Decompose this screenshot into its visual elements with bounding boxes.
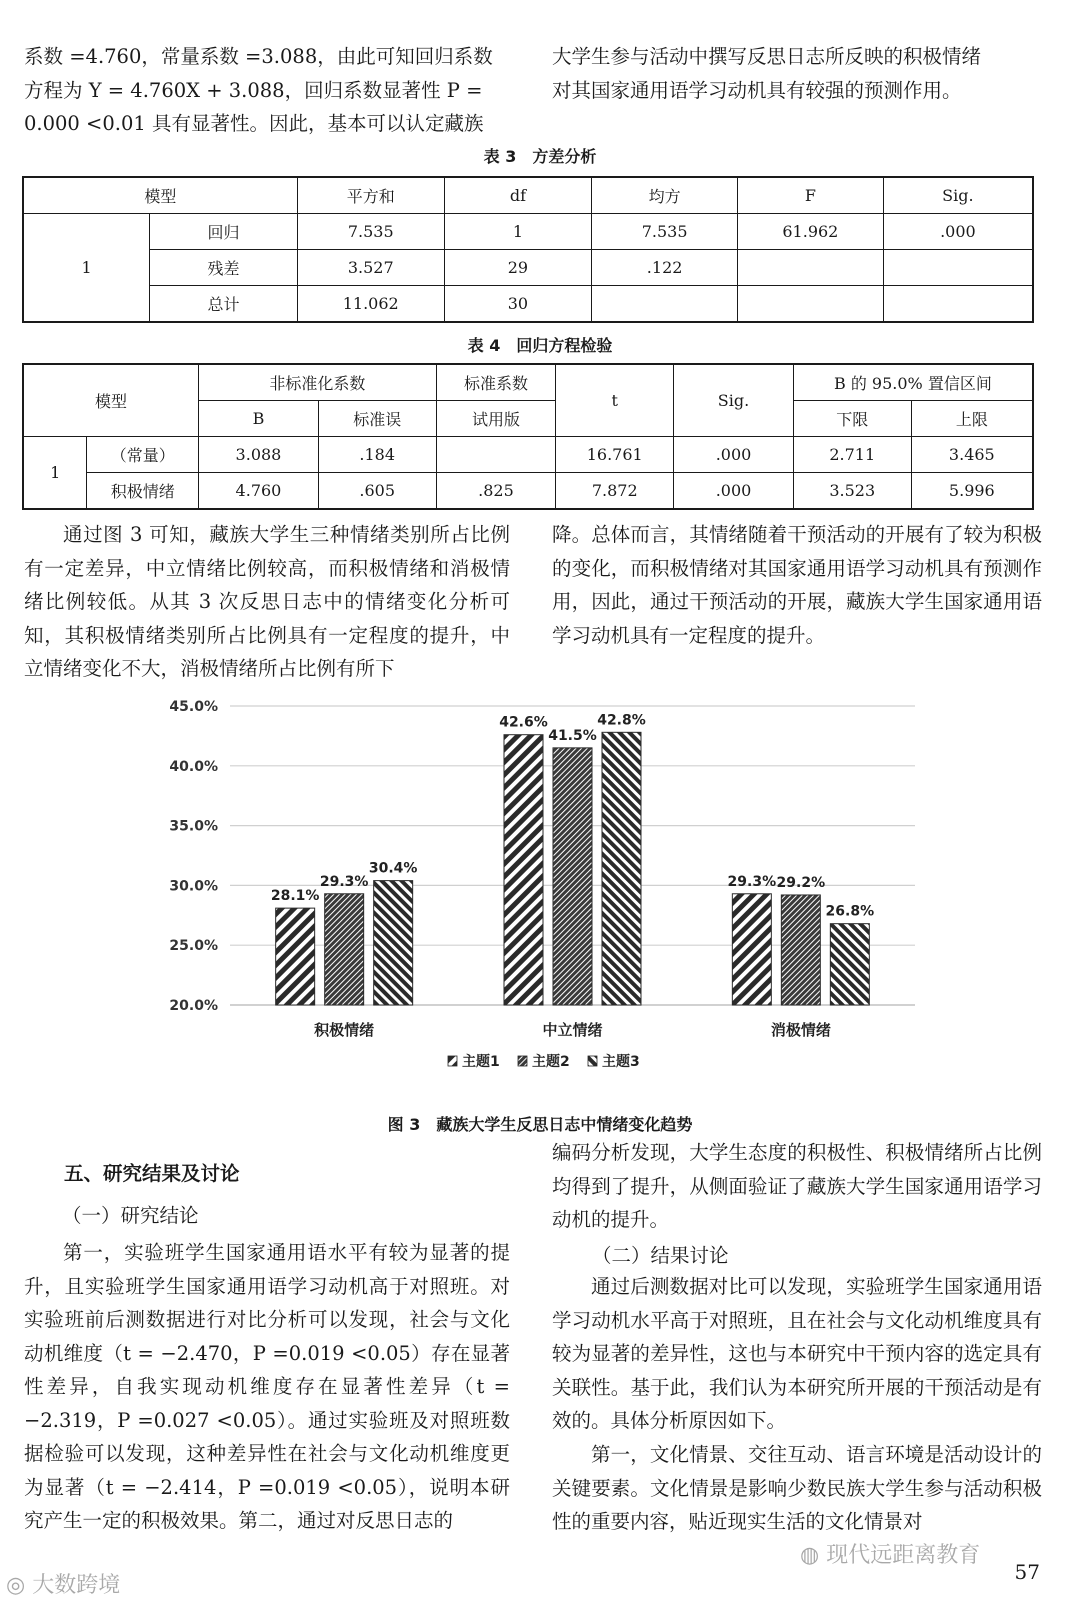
table-cell: 4.760 <box>199 473 319 510</box>
bar-主题3-消极情绪 <box>830 924 869 1005</box>
table-cell: 3.523 <box>793 473 911 510</box>
bar-主题1-消极情绪 <box>732 894 771 1005</box>
table-header-cell: 平方和 <box>297 177 444 214</box>
bar-value-label: 28.1% <box>270 888 320 905</box>
table-row <box>23 214 1033 250</box>
bar-value-label: 42.8% <box>597 712 646 729</box>
text-line: 系数 =4.760，常量系数 =3.088，由此可知回归系数 <box>24 45 493 68</box>
legend-swatch <box>448 1056 457 1066</box>
legend-label: 主题1 <box>462 1054 500 1070</box>
table-cell: .000 <box>883 214 1033 250</box>
table-cell: 29 <box>444 250 592 286</box>
table-row <box>23 250 1033 286</box>
table-header-cell: 非标准化系数 <box>199 364 437 401</box>
table-header-cell: 模型 <box>23 364 199 437</box>
text-line: 方程为 Y = 4.760X + 3.088，回归系数显著性 P = <box>24 78 483 102</box>
text-line: 大学生参与活动中撰写反思日志所反映的积极情绪 <box>552 45 982 68</box>
top-right-text <box>552 40 1042 107</box>
bar-value-label: 29.3% <box>727 873 777 890</box>
legend-label: 主题2 <box>532 1054 570 1070</box>
table-cell <box>883 286 1033 323</box>
table-header-cell: 均方 <box>592 177 738 214</box>
bar-主题3-中立情绪 <box>602 732 641 1005</box>
figure3-bar-chart <box>0 690 1080 1090</box>
bar-主题2-中立情绪 <box>553 748 592 1005</box>
table-cell: 16.761 <box>556 437 674 473</box>
table-cell: 残差 <box>150 250 298 286</box>
table-cell <box>883 250 1033 286</box>
bar-value-label: 41.5% <box>548 727 597 744</box>
table-cell <box>737 286 883 323</box>
section5-left-paragraph: 第一，实验班学生国家通用语水平有较为显著的提升，且实验班学生国家通用语学习动机高于对照班。对实验班前后测数据进行对比分析可以发现，社会与文化动机维度（t = −2.470，P =0.019 <0.05）存在显著性差异，自我实现动机维度存在显著性差异（t = −2.319，P =0.027 <0.05）。通过实验班及对照班数据检验可以发现，这种差异性在社会与文化动机维度更为显著（t = −2.414，P =0.019 <0.05），说明本研究产生一定的积极效果。第二，通过对反思日志的 <box>24 1241 510 1532</box>
table-cell: .122 <box>592 250 738 286</box>
table-cell: 7.535 <box>297 214 444 250</box>
table-cell: .184 <box>318 437 436 473</box>
table3-caption: 表 3 方差分析 <box>483 147 597 166</box>
table-cell: 1 <box>23 214 150 323</box>
table-cell: 1 <box>444 214 592 250</box>
table-header-cell: 下限 <box>793 401 911 437</box>
table-header-cell: 标准误 <box>318 401 436 437</box>
table4-caption: 表 4 回归方程检验 <box>467 336 613 355</box>
table-cell: 7.872 <box>556 473 674 510</box>
table-row <box>23 437 1033 473</box>
watermark-right <box>800 1538 980 1569</box>
table-cell: 7.535 <box>592 214 738 250</box>
bar-value-label: 30.4% <box>368 860 418 877</box>
table-cell: 30 <box>444 286 592 323</box>
section5-right-paragraph: 第一，文化情景、交往互动、语言环境是活动设计的关键要素。文化情景是影响少数民族大学生参与活动积极性的重要内容，贴近现实生活的文化情景对 <box>552 1443 1042 1533</box>
table-cell: .000 <box>674 437 794 473</box>
top-left-text <box>24 40 510 141</box>
watermark-text: 现代远距离教育 <box>826 1543 981 1568</box>
table3-anova <box>22 176 1034 323</box>
y-tick-label: 30.0% <box>169 878 218 895</box>
bar-主题1-中立情绪 <box>504 735 543 1005</box>
bar-主题2-消极情绪 <box>781 895 820 1005</box>
legend-swatch <box>518 1056 527 1066</box>
table-cell: 2.711 <box>793 437 911 473</box>
table-cell <box>592 286 738 323</box>
table-cell: 3.088 <box>199 437 319 473</box>
mid-left-paragraph: 通过图 3 可知，藏族大学生三种情绪类别所占比例有一定差异，中立情绪比例较高，而积极情绪和消极情绪比例较低。从其 3 次反思日志中的情绪变化分析可知，其积极情绪类别所占比例具有一定程度的提升，中立情绪变化不大，消极情绪所占比例有所下 <box>24 523 510 680</box>
table-row <box>23 473 1033 510</box>
table-cell: .605 <box>318 473 436 510</box>
table-header-cell: t <box>556 364 674 437</box>
bar-value-label: 29.2% <box>776 874 826 891</box>
table-header-cell: Sig. <box>674 364 794 437</box>
table-cell: 11.062 <box>297 286 444 323</box>
legend-swatch <box>588 1056 597 1066</box>
bar-主题2-积极情绪 <box>325 894 364 1005</box>
table-header-cell: Sig. <box>883 177 1033 214</box>
y-tick-label: 25.0% <box>169 938 218 955</box>
section5-right-paragraph: 编码分析发现，大学生态度的积极性、积极情绪所占比例均得到了提升，从侧面验证了藏族大学生国家通用语学习动机的提升。 <box>552 1141 1042 1231</box>
table-cell: 回归 <box>150 214 298 250</box>
watermark-text: 大数跨境 <box>32 1573 121 1598</box>
table-header-cell: F <box>737 177 883 214</box>
table-header-cell: df <box>444 177 592 214</box>
table-cell <box>737 250 883 286</box>
section5-right-paragraph: 通过后测数据对比可以发现，实验班学生国家通用语学习动机水平高于对照班，且在社会与文化动机维度具有较为显著的差异性，这也与本研究中干预内容的选定具有关联性。基于此，我们认为本研究所开展的干预活动是有效的。具体分析原因如下。 <box>552 1275 1042 1432</box>
y-tick-label: 20.0% <box>169 998 218 1014</box>
table-cell: 61.962 <box>737 214 883 250</box>
table-header-cell: 标准系数 <box>436 364 556 401</box>
table-header-row <box>23 177 1033 214</box>
brand-logo-icon: ◎ <box>6 1573 33 1598</box>
bar-value-label: 29.3% <box>319 873 369 890</box>
table-cell: 1 <box>23 437 87 510</box>
bar-主题1-积极情绪 <box>276 908 315 1005</box>
figure3-caption: 图 3 藏族大学生反思日志中情绪变化趋势 <box>387 1115 693 1134</box>
table-header-cell: 上限 <box>911 401 1033 437</box>
table-cell: 3.527 <box>297 250 444 286</box>
table-cell: 5.996 <box>911 473 1033 510</box>
bar-value-label: 42.6% <box>499 714 548 731</box>
table-cell: 总计 <box>150 286 298 323</box>
mid-right-paragraph: 降。总体而言，其情绪随着干预活动的开展有了较为积极的变化，而积极情绪对其国家通用语学习动机具有预测作用，因此，通过干预活动的开展，藏族大学生国家通用语学习动机具有一定程度的提升。 <box>552 523 1042 647</box>
watermark-left <box>6 1568 120 1599</box>
table-cell: 积极情绪 <box>87 473 199 510</box>
x-category-label: 积极情绪 <box>314 1021 375 1039</box>
text-line: 0.000 <0.01 具有显著性。因此，基本可以认定藏族 <box>24 112 484 135</box>
x-category-label: 消极情绪 <box>770 1021 831 1039</box>
subsection-heading: （二）结果讨论 <box>592 1244 729 1267</box>
page-number: 57 <box>1014 1560 1040 1584</box>
table-cell: 3.465 <box>911 437 1033 473</box>
table-cell: .825 <box>436 473 556 510</box>
table-header-cell: 试用版 <box>436 401 556 437</box>
y-tick-label: 45.0% <box>169 699 218 715</box>
x-category-label: 中立情绪 <box>542 1021 603 1039</box>
table-header-cell: B <box>199 401 319 437</box>
table-header-cell: 模型 <box>23 177 297 214</box>
table-cell: .000 <box>674 473 794 510</box>
table-header-row <box>23 364 1033 401</box>
table-header-cell: B 的 95.0% 置信区间 <box>793 364 1033 401</box>
bar-value-label: 26.8% <box>825 903 875 920</box>
table4-regression <box>22 363 1034 510</box>
y-tick-label: 40.0% <box>169 758 218 775</box>
legend-label: 主题3 <box>602 1054 640 1070</box>
text-line: 对其国家通用语学习动机具有较强的预测作用。 <box>552 78 962 102</box>
y-tick-label: 35.0% <box>169 818 218 835</box>
wechat-icon: ◍ <box>800 1543 827 1568</box>
section-heading: 五、研究结果及讨论 <box>64 1162 240 1185</box>
bar-主题3-积极情绪 <box>374 881 413 1005</box>
table-row <box>23 286 1033 323</box>
table-cell <box>436 437 556 473</box>
table-cell: （常量） <box>87 437 199 473</box>
subsection-heading: （一）研究结论 <box>62 1204 199 1227</box>
